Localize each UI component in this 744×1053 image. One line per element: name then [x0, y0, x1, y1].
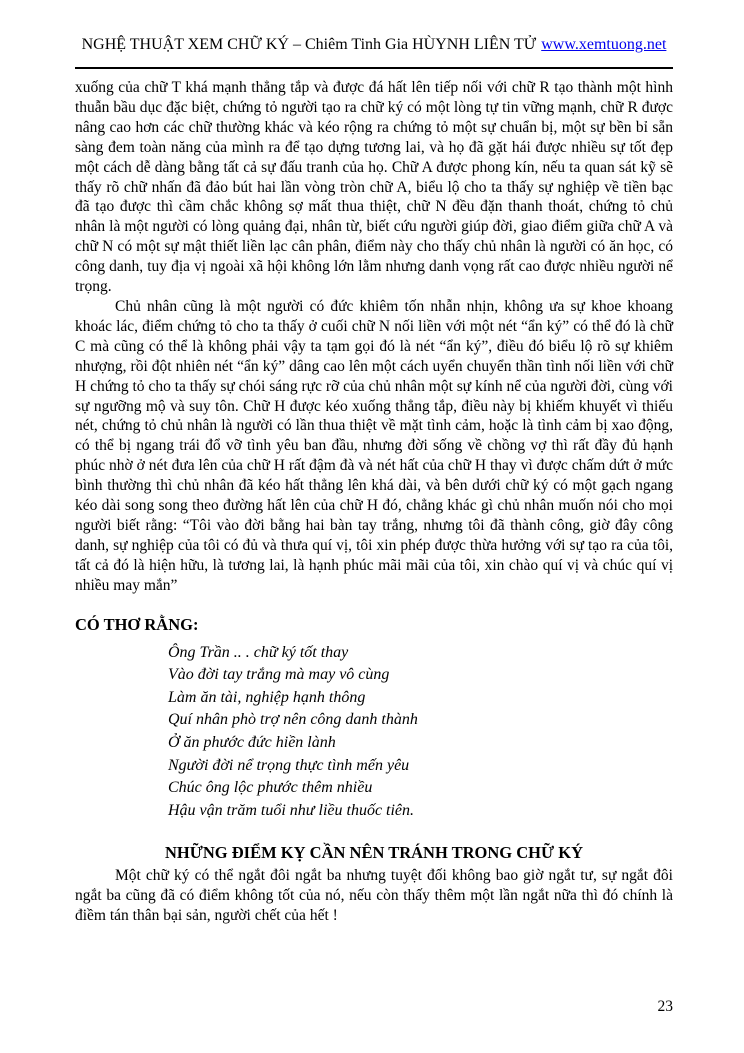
- poem-line: Làm ăn tài, nghiệp hạnh thông: [168, 688, 366, 706]
- poem-line: Ông Trần .. . chữ ký tốt thay: [168, 643, 349, 661]
- header-website-link[interactable]: [541, 36, 666, 53]
- poem-line: Người đời nể trọng thực tình mến yêu: [168, 756, 410, 774]
- poem-line: Hậu vận trăm tuổi như liều thuốc tiên.: [168, 801, 415, 819]
- poem-line: Ở ăn phước đức hiền lành: [168, 733, 336, 751]
- poem-block: [168, 642, 673, 823]
- paragraph-things-to-avoid: Một chữ ký có thể ngắt đôi ngắt ba nhưng tuyệt đối không bao giờ ngắt tư, sự ngắt đôi ngắt ba cũng đã có điểm không tốt của nó, nếu còn thấy thêm một lần ngắt nữa thì đó chính là điềm tán thân bại sản, người chết của hết !: [75, 867, 673, 925]
- page-number: 23: [657, 998, 673, 1015]
- header-website-link-text[interactable]: www.xemtuong.net: [541, 36, 667, 53]
- section-heading-things-to-avoid: NHỮNG ĐIỂM KỴ CẦN NÊN TRÁNH TRONG CHỮ KÝ: [164, 843, 583, 863]
- paragraph-signature-analysis-2: Chủ nhân cũng là một người có đức khiêm tốn nhẫn nhịn, không ưa sự khoe khoang khoác lác, điểm chứng tỏ cho ta thấy ở cuối chữ N nối liền với một nét “ẩn ký” có thể đó là chữ C mà cũng có thể là không phải vậy ta tạm gọi đó là nét “ẩn ký”, điều đó biểu lộ rõ sự khiêm nhượng, rồi đột nhiên nét “ẩn ký” dâng cao lên một cách uyển chuyển thần tình nối liền với chữ H chứng tỏ cho ta thấy sự chói sáng rực rỡ của chủ nhân một sự kính nể của người đời, cùng với sự ngưỡng mộ và suy tôn. Chữ H được kéo xuống thẳng tắp, điều này bị khiếm khuyết vì thiếu nét, chứng tỏ chủ nhân là người có lần thua thiệt về mặt tình cảm, hoặc là tình cảm bị xao động, có thể bị ngang trái đổ vỡ tình yêu ban đầu, nhưng đời sống về chồng vợ thì rất đầy đủ hạnh phúc nhờ ở nét đưa lên của chữ H rất đậm đà và nét hất của chữ H thay vì được chấm dứt ở mức bình thường thì chủ nhân đã kéo hất thẳng lên khá dài, và bên dưới chữ ký có một gạch ngang kéo dài song song theo đường hất lên của chữ H đó, chẳng khác gì chủ nhân muốn nói cho mọi người biết rằng: “Tôi vào đời bằng hai bàn tay trắng, nhưng tôi đã thành công, giờ đây công danh, sự nghiệp của tôi có đủ và thưa quí vị, tôi xin phép được thừa hưởng với sự tạo ra của tôi, tất cả đó là hiện hữu, là tương lai, là hạnh phúc mãi mãi của tôi, xin chào quí vị và chúc quí vị nhiều may mắn”: [75, 297, 673, 594]
- poem-line: Quí nhân phò trợ nên công danh thành: [168, 711, 418, 729]
- poem-line: Vào đời tay trắng mà may vô cùng: [168, 666, 390, 684]
- page-content: [75, 36, 673, 926]
- document-header: [75, 36, 673, 54]
- poem-line: Chúc ông lộc phước thêm nhiều: [168, 779, 373, 797]
- paragraph-signature-analysis-1: xuống của chữ T khá mạnh thẳng tắp và được đá hất lên tiếp nối với chữ R tạo thành một hình thuẫn bầu dục đặc biệt, chứng tỏ người tạo ra chữ ký có một lòng tự tin vững mạnh, chữ R được nâng cao hơn các chữ thường khác và kéo rộng ra chứng tỏ một sự chuẩn bị, một sự bền bỉ sẵn sàng đem toàn năng của mình ra để tạo dựng tương lai, và họ đã gặt hái được nhiều sự tốt đẹp một cách dễ dàng bằng tất cả sự đấu tranh của họ. Chữ A được phong kín, nếu ta quan sát kỹ sẽ thấy rõ chữ nhấn đã đảo bút hai lần vòng tròn chữ A, biểu lộ cho ta thấy sự nghiệp về tiền bạc đã tạo được thì cầm chắc không sợ mất thua thiệt, chữ N đều đặn thanh thoát, chứng tỏ chủ nhân là một người có lòng quảng đại, nhân từ, biết cứu người giúp đời, giao điểm giữa chữ A và chữ N có một sự mật thiết liền lạc cân phân, điểm này cho thấy chủ nhân là người có ăn học, có công danh, tuy địa vị ngoài xã hội không lớn lằm nhưng danh vọng rất cao được nhiều người nể trọng.: [75, 79, 673, 296]
- header-divider: [75, 67, 673, 69]
- poem-heading: CÓ THƠ RẰNG:: [75, 614, 199, 634]
- header-title: NGHỆ THUẬT XEM CHỮ KÝ – Chiêm Tinh Gia HÙYNH LIÊN TỬ: [81, 36, 537, 53]
